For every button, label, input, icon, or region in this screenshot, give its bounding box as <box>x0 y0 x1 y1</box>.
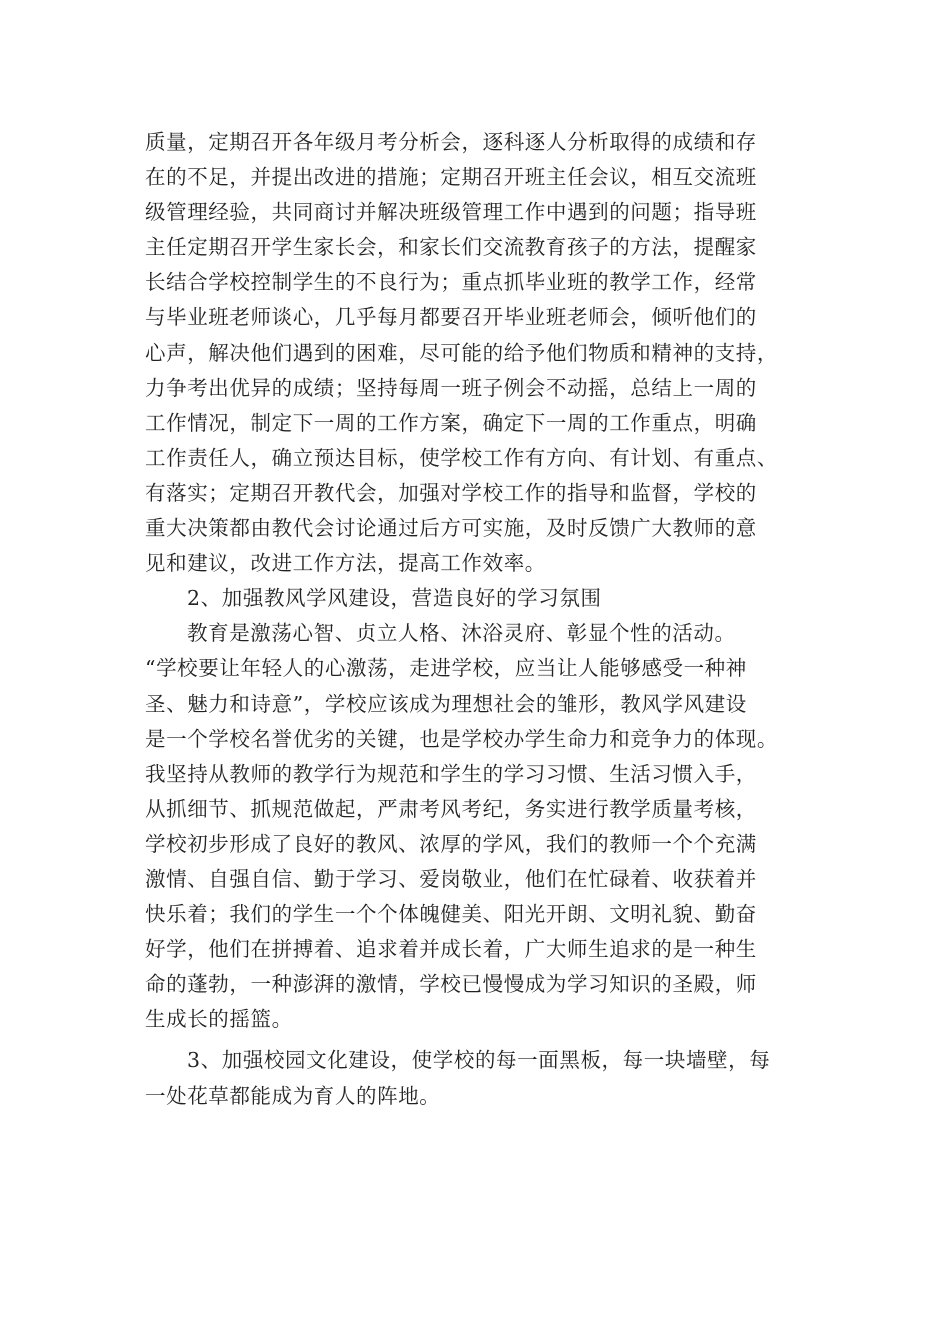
text-line: 好学，他们在拼搏着、追求着并成长着，广大师生追求的是一种生 <box>145 937 757 962</box>
text-line: 心声，解决他们遇到的困难，尽可能的给予他们物质和精神的支持， <box>145 340 778 365</box>
text-line: 学校初步形成了良好的教风、浓厚的学风，我们的教师一个个充满 <box>145 831 757 856</box>
text-line: 在的不足，并提出改进的措施；定期召开班主任会议，相互交流班 <box>145 165 757 190</box>
text-line: 是一个学校名誉优劣的关键，也是学校办学生命力和竞争力的体现。 <box>145 726 778 751</box>
text-line: 主任定期召开学生家长会，和家长们交流教育孩子的方法，提醒家 <box>145 235 757 260</box>
document-body <box>145 125 815 1114</box>
text-line: 一处花草都能成为育人的阵地。 <box>145 1083 441 1108</box>
text-line: 生成长的摇篮。 <box>145 1007 293 1032</box>
section-heading: 3、加强校园文化建设，使学校的每一面黑板，每一块墙壁，每 <box>187 1048 771 1073</box>
text-line: 有落实；定期召开教代会，加强对学校工作的指导和监督，学校的 <box>145 480 757 505</box>
text-line: 我坚持从教师的教学行为规范和学生的学习习惯、生活习惯入手， <box>145 761 757 786</box>
text-line: 圣、魅力和诗意”，学校应该成为理想社会的雏形，教风学风建设 <box>145 691 747 716</box>
text-line: 教育是激荡心智、贞立人格、沐浴灵府、彰显个性的活动。 <box>187 621 736 646</box>
text-line: 长结合学校控制学生的不良行为；重点抓毕业班的教学工作，经常 <box>145 270 757 295</box>
text-line: 力争考出优异的成绩；坚持每周一班子例会不动摇，总结上一周的 <box>145 375 757 400</box>
text-line: “学校要让年轻人的心激荡，走进学校，应当让人能够感受一种神 <box>145 656 747 681</box>
text-line: 质量，定期召开各年级月考分析会，逐科逐人分析取得的成绩和存 <box>145 130 757 154</box>
text-line: 从抓细节、抓规范做起，严肃考风考纪，务实进行教学质量考核， <box>145 796 757 821</box>
text-line: 重大决策都由教代会讨论通过后方可实施，及时反馈广大教师的意 <box>145 516 757 541</box>
section-heading: 2、加强教风学风建设，营造良好的学习氛围 <box>187 586 602 611</box>
text-line: 工作情况，制定下一周的工作方案，确定下一周的工作重点，明确 <box>145 410 757 435</box>
text-line: 级管理经验，共同商讨并解决班级管理工作中遇到的问题；指导班 <box>145 200 757 225</box>
text-line: 命的蓬勃，一种澎湃的激情，学校已慢慢成为学习知识的圣殿，师 <box>145 972 757 997</box>
text-line: 见和建议，改进工作方法，提高工作效率。 <box>145 551 546 576</box>
text-line: 工作责任人，确立预达目标，使学校工作有方向、有计划、有重点、 <box>145 445 778 470</box>
text-line: 快乐着；我们的学生一个个体魄健美、阳光开朗、文明礼貌、勤奋 <box>145 902 757 927</box>
text-line: 激情、自强自信、勤于学习、爱岗敬业，他们在忙碌着、收获着并 <box>145 866 757 891</box>
text-line: 与毕业班老师谈心，几乎每月都要召开毕业班老师会，倾听他们的 <box>145 305 757 330</box>
